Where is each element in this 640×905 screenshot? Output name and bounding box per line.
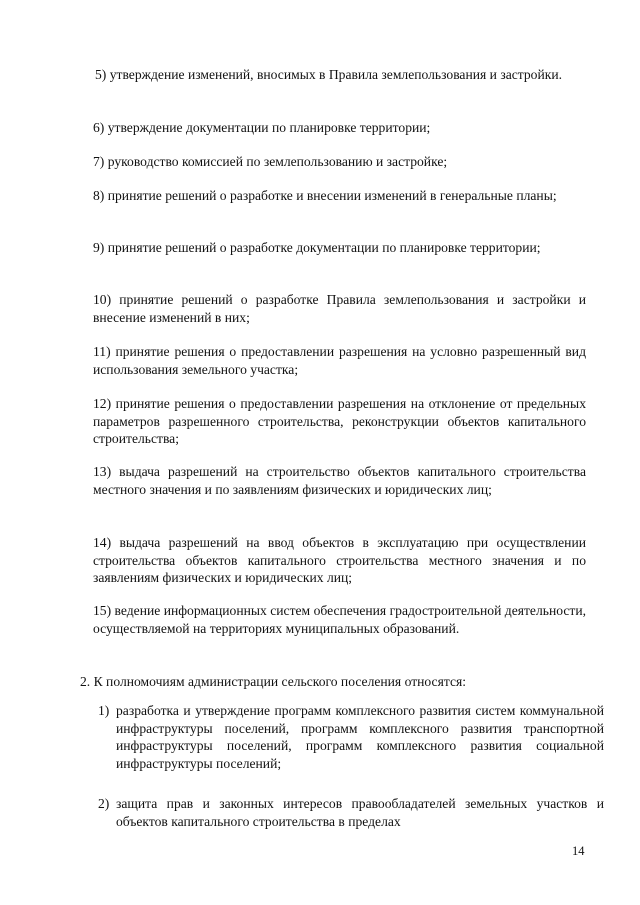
list-item-8: 8) принятие решений о разработке и внесении изменений в генеральные планы; (93, 188, 557, 203)
list-item-5: 5) утверждение изменений, вносимых в Правила землепользования и застройки. (95, 67, 563, 82)
list-item-7: 7) руководство комиссией по землепользованию и застройке; (93, 154, 448, 169)
sub-list-item-2 (98, 795, 604, 830)
sub-list-item-number: 1) (98, 703, 110, 718)
list-item-11: 11) принятие решения о предоставлении разрешения на условно разрешенный вид использования земельного участка; (93, 344, 586, 377)
list-item-14: 14) выдача разрешений на ввод объектов в эксплуатацию при осуществлении строительства объектов капитального строительства местного значения и по заявлениям физических и юридических лиц; (93, 535, 586, 585)
page-number: 14 (572, 844, 585, 858)
list-item-9: 9) принятие решений о разработке документации по планировке территории; (93, 240, 541, 255)
sub-list-item-1 (98, 702, 604, 772)
sub-list-item-text: защита прав и законных интересов правообладателей земельных участков и объектов капитального строительства в пределах (116, 796, 604, 829)
list-item-12: 12) принятие решения о предоставлении разрешения на отклонение от предельных параметров разрешенного строительства, реконструкции объектов капитального строительства; (93, 396, 586, 446)
section-heading: 2. К полномочиям администрации сельского поселения относятся: (80, 674, 467, 689)
list-item-13: 13) выдача разрешений на строительство объектов капитального строительства местного значения и по заявлениям физических и юридических лиц; (93, 464, 586, 497)
sub-list-item-text: разработка и утверждение программ комплексного развития систем коммунальной инфраструктуры поселений, программ комплексного развития транспортной инфраструктуры поселений, программ комплексного развития социальной инфраструктуры поселений; (116, 703, 604, 771)
sub-list-item-number: 2) (98, 796, 110, 811)
list-item-10: 10) принятие решений о разработке Правила землепользования и застройки и внесение изменений в них; (93, 292, 586, 325)
list-item-15: 15) ведение информационных систем обеспечения градостроительной деятельности, осуществляемой на территориях муниципальных образований. (93, 603, 586, 636)
list-item-6: 6) утверждение документации по планировке территории; (93, 120, 431, 135)
